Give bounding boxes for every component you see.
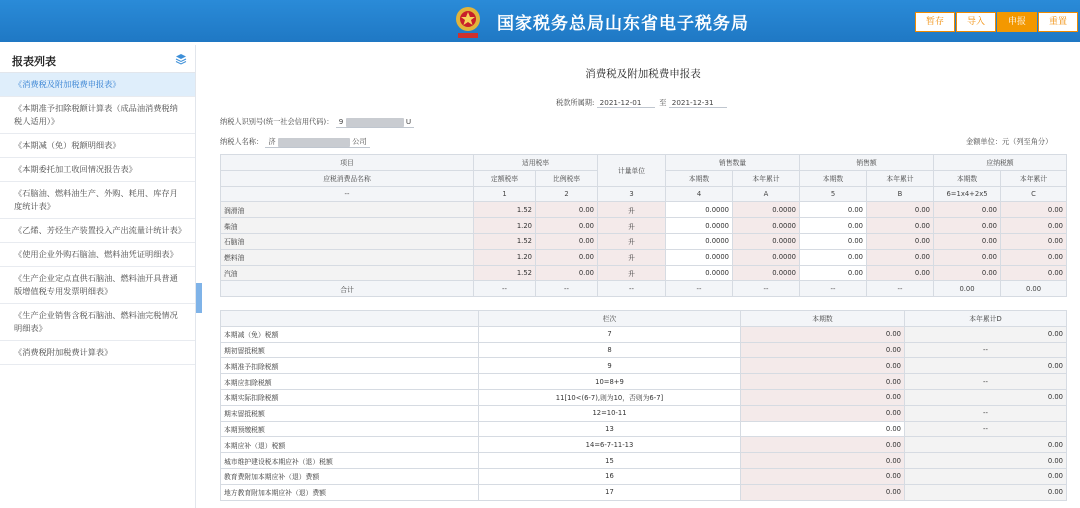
- amt-ytd-cell: 0.00: [867, 233, 934, 249]
- fixed-rate-cell: 1.52: [474, 265, 536, 281]
- col-num: 3: [598, 186, 666, 202]
- sidebar-item-paid-tax-detail[interactable]: 《生产企业销售含税石脑油、燃料油完税情况明细表》: [0, 304, 195, 341]
- summary-line-number: 10=8+9: [479, 374, 741, 390]
- summary-current-cell: 0.00: [741, 342, 905, 358]
- table-row: [221, 326, 1067, 342]
- taxpayer-name-label: 纳税人名称：: [220, 137, 264, 146]
- table-row: [221, 265, 1067, 281]
- summary-col-item: [221, 311, 479, 327]
- table-row: [221, 342, 1067, 358]
- total-cell: --: [733, 281, 800, 297]
- tax-ytd-cell: 0.00: [1001, 265, 1067, 281]
- fixed-rate-cell: 1.20: [474, 218, 536, 234]
- period-to-label: 至: [659, 98, 667, 107]
- summary-ytd-cell: 0.00: [905, 326, 1067, 342]
- summary-line-number: 9: [479, 358, 741, 374]
- fixed-rate-cell: 1.52: [474, 202, 536, 218]
- table-row: [221, 405, 1067, 421]
- summary-current-cell: 0.00: [741, 358, 905, 374]
- col-qty-ytd: 本年累计: [733, 170, 800, 186]
- period-end-field[interactable]: 2021-12-31: [669, 98, 727, 108]
- summary-line-number: 8: [479, 342, 741, 358]
- sidebar-item-surcharge-calc[interactable]: 《消费税附加税费计算表》: [0, 341, 195, 365]
- sidebar-item-naphtha-monthly[interactable]: 《石脑油、燃料油生产、外购、耗用、库存月度统计表》: [0, 182, 195, 219]
- amt-current-input[interactable]: 0.00: [800, 233, 867, 249]
- save-draft-button[interactable]: 暂存: [915, 12, 955, 32]
- table-row: [221, 468, 1067, 484]
- top-header: [0, 0, 1080, 42]
- form-area: [206, 45, 1080, 508]
- summary-current-cell: 0.00: [741, 374, 905, 390]
- summary-col-line: 栏次: [479, 311, 741, 327]
- table-row: [221, 374, 1067, 390]
- qty-current-input[interactable]: 0.0000: [666, 249, 733, 265]
- summary-current-cell: 0.00: [741, 484, 905, 500]
- summary-ytd-cell: 0.00: [905, 437, 1067, 453]
- taxpayer-id-row: [220, 117, 414, 128]
- qty-current-input[interactable]: 0.0000: [666, 265, 733, 281]
- summary-ytd-cell: 0.00: [905, 358, 1067, 374]
- table-row: [221, 358, 1067, 374]
- col-num: C: [1001, 186, 1067, 202]
- tax-current-cell: 0.00: [934, 218, 1001, 234]
- unit-cell: 升: [598, 218, 666, 234]
- qty-current-input[interactable]: 0.0000: [666, 202, 733, 218]
- summary-current-input[interactable]: 0.00: [741, 421, 905, 437]
- qty-ytd-cell: 0.0000: [733, 218, 800, 234]
- qty-ytd-cell: 0.0000: [733, 249, 800, 265]
- col-num: --: [221, 186, 474, 202]
- sidebar-title: 报表列表: [12, 55, 56, 68]
- sidebar-item-consumption-tax-return[interactable]: 《消费税及附加税费申报表》: [0, 73, 195, 97]
- tax-current-cell: 0.00: [934, 202, 1001, 218]
- total-row: [221, 281, 1067, 297]
- ad-valorem-rate-cell: 0.00: [536, 249, 598, 265]
- tax-ytd-cell: 0.00: [1001, 202, 1067, 218]
- summary-line-number: 7: [479, 326, 741, 342]
- col-qty-current: 本期数: [666, 170, 733, 186]
- tax-current-cell: 0.00: [934, 233, 1001, 249]
- summary-current-cell: 0.00: [741, 326, 905, 342]
- table-row: [221, 218, 1067, 234]
- summary-ytd-cell: --: [905, 374, 1067, 390]
- qty-ytd-cell: 0.0000: [733, 265, 800, 281]
- amt-current-input[interactable]: 0.00: [800, 249, 867, 265]
- fixed-rate-cell: 1.20: [474, 249, 536, 265]
- col-num: 4: [666, 186, 733, 202]
- table-row: [221, 233, 1067, 249]
- total-cell: --: [666, 281, 733, 297]
- col-num: A: [733, 186, 800, 202]
- sidebar-item-purchase-voucher[interactable]: 《使用企业外购石脑油、燃料油凭证明细表》: [0, 243, 195, 267]
- tax-summary-table: [220, 310, 1067, 501]
- summary-line-number: 13: [479, 421, 741, 437]
- qty-current-input[interactable]: 0.0000: [666, 233, 733, 249]
- amt-ytd-cell: 0.00: [867, 249, 934, 265]
- col-num: 5: [800, 186, 867, 202]
- sidebar-item-deductible-tax[interactable]: 《本期准予扣除税额计算表（成品油消费税纳税人适用）》: [0, 97, 195, 134]
- total-cell: --: [867, 281, 934, 297]
- col-taxable-name: 应税消费品名称: [221, 170, 474, 186]
- summary-item-name: 地方教育附加本期应补（退）费额: [221, 484, 479, 500]
- total-cell: --: [474, 281, 536, 297]
- reset-button[interactable]: 重置: [1038, 12, 1078, 32]
- total-cell: --: [800, 281, 867, 297]
- sidebar-header: [0, 45, 195, 73]
- summary-line-number: 14=6-7-11-13: [479, 437, 741, 453]
- amt-current-input[interactable]: 0.00: [800, 218, 867, 234]
- table-row: [221, 437, 1067, 453]
- table-row: [221, 249, 1067, 265]
- sidebar-collapse-handle[interactable]: [196, 283, 202, 313]
- summary-col-ytd: 本年累计D: [905, 311, 1067, 327]
- summary-item-name: 本期应扣除税额: [221, 374, 479, 390]
- summary-item-name: 期初留抵税额: [221, 342, 479, 358]
- tax-ytd-cell: 0.00: [1001, 249, 1067, 265]
- item-name-cell: 燃料油: [221, 249, 474, 265]
- period-start-field[interactable]: 2021-12-01: [597, 98, 655, 108]
- table-row: [221, 389, 1067, 405]
- header-row-1: [221, 155, 1067, 171]
- summary-item-name: 期末留抵税额: [221, 405, 479, 421]
- col-num: B: [867, 186, 934, 202]
- amt-current-input[interactable]: 0.00: [800, 265, 867, 281]
- table-row: [221, 453, 1067, 469]
- tax-period-label: 税款所属期:: [556, 98, 595, 107]
- sidebar-item-invoice-detail[interactable]: 《生产企业定点直供石脑油、燃料油开具普通版增值税专用发票明细表》: [0, 267, 195, 304]
- report-list-sidebar: [0, 45, 196, 508]
- tax-ytd-cell: 0.00: [1001, 218, 1067, 234]
- sidebar-item-ethylene-flow[interactable]: 《乙烯、芳烃生产装置投入产出流量计统计表》: [0, 219, 195, 243]
- summary-current-cell: 0.00: [741, 468, 905, 484]
- summary-current-cell: 0.00: [741, 437, 905, 453]
- amount-unit: 金额单位：元（列至角分）: [966, 137, 1053, 146]
- summary-item-name: 本期实际扣除税额: [221, 389, 479, 405]
- total-cell: --: [536, 281, 598, 297]
- col-tax-current: 本期数: [934, 170, 1001, 186]
- qty-ytd-cell: 0.0000: [733, 202, 800, 218]
- sidebar-item-tax-reduction[interactable]: 《本期减（免）税额明细表》: [0, 134, 195, 158]
- table-row: [221, 421, 1067, 437]
- summary-item-name: 教育费附加本期应补（退）费额: [221, 468, 479, 484]
- summary-line-number: 16: [479, 468, 741, 484]
- table-row: [221, 202, 1067, 218]
- sidebar-item-processing-report[interactable]: 《本期委托加工收回情况报告表》: [0, 158, 195, 182]
- table-row: [221, 484, 1067, 500]
- col-tax-payable: 应纳税额: [934, 155, 1067, 171]
- col-num: 6=1x4+2x5: [934, 186, 1001, 202]
- summary-line-number: 17: [479, 484, 741, 500]
- col-num: 1: [474, 186, 536, 202]
- site-title: 国家税务总局山东省电子税务局: [497, 14, 749, 34]
- summary-item-name: 本期准予扣除税额: [221, 358, 479, 374]
- summary-ytd-cell: --: [905, 405, 1067, 421]
- tax-items-table: [220, 154, 1067, 297]
- tax-ytd-cell: 0.00: [1001, 233, 1067, 249]
- layers-icon[interactable]: [175, 53, 187, 65]
- col-amt-ytd: 本年累计: [867, 170, 934, 186]
- summary-line-number: 12=10-11: [479, 405, 741, 421]
- summary-current-cell: 0.00: [741, 389, 905, 405]
- total-cell: --: [598, 281, 666, 297]
- col-fixed-rate: 定额税率: [474, 170, 536, 186]
- summary-item-name: 城市维护建设税本期应补（退）税额: [221, 453, 479, 469]
- col-sales-qty: 销售数量: [666, 155, 800, 171]
- qty-ytd-cell: 0.0000: [733, 233, 800, 249]
- amt-ytd-cell: 0.00: [867, 218, 934, 234]
- tax-period: [556, 98, 727, 108]
- col-amt-current: 本期数: [800, 170, 867, 186]
- col-sales-amt: 销售额: [800, 155, 934, 171]
- ad-valorem-rate-cell: 0.00: [536, 265, 598, 281]
- summary-ytd-cell: 0.00: [905, 468, 1067, 484]
- summary-item-name: 本期减（免）税额: [221, 326, 479, 342]
- item-name-cell: 润滑油: [221, 202, 474, 218]
- col-applicable-rate: 适用税率: [474, 155, 598, 171]
- summary-ytd-cell: --: [905, 342, 1067, 358]
- taxpayer-name-field: 济 公司: [265, 137, 369, 148]
- tax-current-cell: 0.00: [934, 265, 1001, 281]
- summary-line-number: 15: [479, 453, 741, 469]
- import-button[interactable]: 导入: [956, 12, 996, 32]
- amt-ytd-cell: 0.00: [867, 202, 934, 218]
- summary-ytd-cell: 0.00: [905, 389, 1067, 405]
- item-name-cell: 汽油: [221, 265, 474, 281]
- qty-current-input[interactable]: 0.0000: [666, 218, 733, 234]
- taxpayer-name-row: [220, 137, 370, 148]
- summary-ytd-cell: --: [905, 421, 1067, 437]
- ad-valorem-rate-cell: 0.00: [536, 233, 598, 249]
- summary-header-row: [221, 311, 1067, 327]
- col-num: 2: [536, 186, 598, 202]
- summary-current-cell: 0.00: [741, 453, 905, 469]
- summary-col-current: 本期数: [741, 311, 905, 327]
- ad-valorem-rate-cell: 0.00: [536, 202, 598, 218]
- submit-button[interactable]: 申报: [997, 12, 1037, 32]
- item-name-cell: 柴油: [221, 218, 474, 234]
- taxpayer-id-label: 纳税人识别号(统一社会信用代码)：: [220, 117, 334, 126]
- col-ad-valorem-rate: 比例税率: [536, 170, 598, 186]
- form-title: 消费税及附加税费申报表: [585, 68, 701, 80]
- fixed-rate-cell: 1.52: [474, 233, 536, 249]
- total-label: 合计: [221, 281, 474, 297]
- total-tax-ytd: 0.00: [1001, 281, 1067, 297]
- amt-ytd-cell: 0.00: [867, 265, 934, 281]
- taxpayer-id-field: 9 U: [336, 117, 414, 128]
- col-item: 项目: [221, 155, 474, 171]
- item-name-cell: 石脑油: [221, 233, 474, 249]
- tax-current-cell: 0.00: [934, 249, 1001, 265]
- summary-item-name: 本期预缴税额: [221, 421, 479, 437]
- unit-cell: 升: [598, 265, 666, 281]
- column-number-row: [221, 186, 1067, 202]
- ad-valorem-rate-cell: 0.00: [536, 218, 598, 234]
- summary-ytd-cell: 0.00: [905, 453, 1067, 469]
- col-tax-ytd: 本年累计: [1001, 170, 1067, 186]
- unit-cell: 升: [598, 249, 666, 265]
- total-tax: 0.00: [934, 281, 1001, 297]
- unit-cell: 升: [598, 233, 666, 249]
- summary-item-name: 本期应补（退）税额: [221, 437, 479, 453]
- unit-cell: 升: [598, 202, 666, 218]
- summary-line-number: 11[10<(6-7),则为10，否则为6-7]: [479, 389, 741, 405]
- summary-current-cell: 0.00: [741, 405, 905, 421]
- col-unit: 计量单位: [598, 155, 666, 187]
- amt-current-input[interactable]: 0.00: [800, 202, 867, 218]
- summary-ytd-cell: 0.00: [905, 484, 1067, 500]
- tax-emblem-icon: [448, 1, 488, 41]
